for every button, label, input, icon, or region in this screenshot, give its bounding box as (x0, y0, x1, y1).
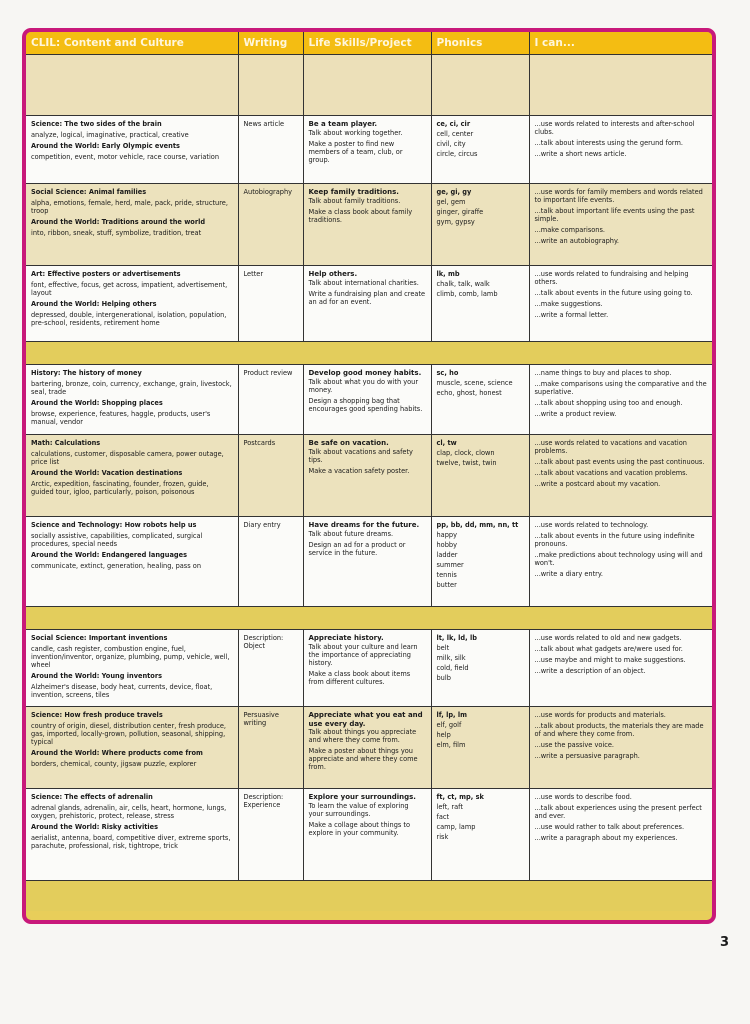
life-skill-title: Have dreams for the future. (308, 521, 420, 529)
page-number: 3 (720, 935, 730, 950)
phonics-example: left, raft (436, 803, 463, 812)
clil-topic: Science: The effects of adrenalin (31, 793, 153, 802)
life-skill-line: To learn the value of exploring your surroundings. (308, 801, 409, 818)
i-can-statement: ...use words related to interests and after-school clubs. (534, 120, 695, 137)
life-skill-line: Talk about international charities. (308, 278, 419, 287)
i-can-statement: ...write a formal letter. (534, 311, 609, 320)
clil-topic: Science and Technology: How robots help us (31, 521, 197, 529)
phonics-example: summer (436, 561, 464, 570)
life-skill-title: Develop good money habits. (308, 369, 422, 377)
i-can-cell (529, 435, 712, 517)
phonics-pattern: lf, lp, lm (436, 711, 467, 720)
phonics-pattern: ge, gi, gy (436, 188, 472, 196)
i-can-statement: ...talk about events in the future using indefinite pronouns. (534, 532, 695, 549)
around-world-vocabulary: browse, experience, features, haggle, products, user's manual, vendor (31, 410, 211, 427)
phonics-example: circle, circus (436, 150, 478, 159)
phonics-example: muscle, scene, science (436, 379, 513, 388)
phonics-example: cell, center (436, 130, 474, 139)
phonics-pattern: lk, mb (436, 270, 460, 278)
phonics-pattern: sc, ho (436, 369, 459, 377)
phonics-example: cold, field (436, 664, 469, 673)
clil-vocabulary: candle, cash register, combustion engine, fuel, invention/inventor, organize, plumbing, pump, vehicle, well, wheel (31, 645, 230, 670)
unit-title-row (26, 55, 712, 116)
phonics-example: butter (436, 581, 457, 590)
i-can-statement: ...write an autobiography. (534, 237, 620, 246)
life-skill-line: Make a poster about things you appreciate and where they come from. (308, 747, 418, 772)
i-can-statement: ..make predictions about technology using will and won't. (534, 551, 703, 568)
writing-cell: Description: Experience (238, 789, 303, 881)
life-skill-line: Talk about family traditions. (308, 196, 401, 205)
writing-cell: Letter (238, 266, 303, 342)
clil-topic: Math: Calculations (31, 439, 101, 447)
table-footer-band (26, 881, 712, 912)
i-can-statement: ...talk about what gadgets are/were used for. (534, 645, 683, 654)
writing-cell: News article (238, 116, 303, 184)
phonics-cell (431, 435, 529, 517)
i-can-statement: ...talk about past events using the past continuous. (534, 458, 705, 467)
around-world-vocabulary: into, ribbon, sneak, stuff, symbolize, tradition, treat (31, 229, 202, 238)
writing-cell: Postcards (238, 435, 303, 517)
lesson-row (26, 184, 712, 266)
phonics-example: tennis (436, 571, 457, 580)
i-can-statement: ...use words related to old and new gadgets. (534, 634, 682, 642)
phonics-example: ginger, giraffe (436, 208, 484, 217)
around-world-vocabulary: aerialist, antenna, board, competitive diver, extreme sports, parachute, professional, risk, tightrope, trick (31, 834, 231, 851)
life-skills-cell (303, 365, 431, 435)
section-divider (26, 342, 712, 365)
clil-vocabulary: bartering, bronze, coin, currency, exchange, grain, livestock, seal, trade (31, 380, 232, 397)
i-can-statement: ...use words to describe food. (534, 793, 632, 802)
i-can-statement: ...write a paragraph about my experiences. (534, 834, 678, 843)
phonics-cell (431, 630, 529, 707)
i-can-cell (529, 707, 712, 789)
life-skill-line: Talk about your culture and learn the importance of appreciating history. (308, 642, 418, 667)
phonics-pattern: lt, lk, ld, lb (436, 634, 477, 642)
i-can-statement: ...use words related to technology. (534, 521, 649, 529)
life-skill-title: Appreciate what you eat and use every day. (308, 711, 423, 728)
phonics-example: milk, silk (436, 654, 466, 663)
writing-cell: Product review (238, 365, 303, 435)
lesson-row (26, 789, 712, 881)
life-skill-title: Appreciate history. (308, 634, 384, 642)
phonics-example: belt (436, 644, 450, 653)
phonics-cell (431, 707, 529, 789)
clil-cell (26, 184, 238, 266)
i-can-statement: ...use words related to vacations and vacation problems. (534, 439, 687, 456)
around-world-topic: Around the World: Endangered languages (31, 551, 188, 560)
i-can-statement: ...talk about important life events using the past simple. (534, 207, 695, 224)
life-skill-line: Make a vacation safety poster. (308, 466, 410, 475)
life-skill-title: Explore your surroundings. (308, 793, 416, 802)
clil-cell (26, 707, 238, 789)
i-can-statement: ...talk about events in the future using going to. (534, 289, 693, 298)
phonics-example: camp, lamp (436, 823, 476, 832)
clil-topic: Social Science: Important inventions (31, 634, 168, 642)
i-can-statement: ...write a description of an object. (534, 667, 646, 676)
clil-cell (26, 116, 238, 184)
life-skill-title: Be safe on vacation. (308, 439, 389, 447)
i-can-statement: ...talk about products, the materials they are made of and where they come from. (534, 722, 704, 739)
i-can-statement: ...use the passive voice. (534, 741, 615, 750)
i-can-cell (529, 266, 712, 342)
life-skill-line: Talk about working together. (308, 128, 403, 137)
phonics-cell (431, 365, 529, 435)
phonics-example: civil, city (436, 140, 466, 149)
clil-topic: Social Science: Animal families (31, 188, 147, 196)
phonics-cell (431, 184, 529, 266)
writing-cell: Persuasive writing (238, 707, 303, 789)
i-can-statement: ...talk about interests using the gerund form. (534, 139, 683, 148)
around-world-topic: Around the World: Shopping places (31, 399, 163, 408)
i-can-statement: ...write a persuasive paragraph. (534, 752, 640, 761)
phonics-pattern: cl, tw (436, 439, 457, 447)
i-can-statement: ...use words related to fundraising and helping others. (534, 270, 689, 287)
phonics-example: elm, film (436, 741, 466, 750)
phonics-example: twelve, twist, twin (436, 459, 497, 468)
around-world-topic: Around the World: Risky activities (31, 823, 159, 832)
section-divider (26, 607, 712, 630)
phonics-pattern: ce, ci, cir (436, 120, 471, 128)
around-world-vocabulary: competition, event, motor vehicle, race course, variation (31, 153, 220, 162)
life-skill-line: Write a fundraising plan and create an ad for an event. (308, 289, 426, 306)
scope-and-sequence-table-frame (22, 28, 716, 924)
i-can-cell (529, 517, 712, 607)
around-world-vocabulary: Arctic, expedition, fascinating, founder, frozen, guide, guided tour, igloo, particularly, poison, poisonous (31, 480, 209, 497)
writing-cell: Description: Object (238, 630, 303, 707)
header-life-skills: Life Skills/Project (303, 32, 431, 55)
clil-topic: Science: How fresh produce travels (31, 711, 163, 720)
writing-cell: Autobiography (238, 184, 303, 266)
clil-cell (26, 630, 238, 707)
header-phonics: Phonics (431, 32, 529, 55)
life-skill-line: Make a class book about items from different cultures. (308, 669, 411, 686)
around-world-topic: Around the World: Early Olympic events (31, 142, 180, 151)
i-can-cell (529, 630, 712, 707)
clil-vocabulary: analyze, logical, imaginative, practical, creative (31, 131, 189, 140)
life-skills-cell (303, 266, 431, 342)
clil-cell (26, 789, 238, 881)
life-skill-line: Make a collage about things to explore in your community. (308, 820, 411, 837)
phonics-pattern: pp, bb, dd, mm, nn, tt (436, 521, 519, 529)
i-can-cell (529, 365, 712, 435)
life-skill-line: Talk about future dreams. (308, 529, 394, 538)
life-skill-line: Make a class book about family traditions. (308, 207, 413, 224)
clil-vocabulary: alpha, emotions, female, herd, male, pack, pride, structure, troop (31, 199, 228, 216)
i-can-statement: ...make comparisons. (534, 226, 606, 235)
phonics-example: gym, gypsy (436, 218, 475, 227)
phonics-example: help (436, 731, 451, 740)
phonics-example: ladder (436, 551, 458, 560)
divider-band (26, 607, 712, 630)
phonics-example: climb, comb, lamb (436, 290, 498, 299)
around-world-vocabulary: borders, chemical, county, jigsaw puzzle, explorer (31, 760, 197, 769)
lesson-row (26, 707, 712, 789)
phonics-cell (431, 116, 529, 184)
life-skills-cell (303, 116, 431, 184)
life-skill-line: Talk about vacations and safety tips. (308, 447, 413, 464)
lesson-row (26, 266, 712, 342)
phonics-example: risk (436, 833, 449, 842)
phonics-pattern: ft, ct, mp, sk (436, 793, 484, 802)
around-world-topic: Around the World: Traditions around the world (31, 218, 206, 227)
clil-vocabulary: socially assistive, capabilities, complicated, surgical procedures, special needs (31, 532, 203, 549)
clil-cell (26, 517, 238, 607)
header-i-can: I can... (529, 32, 712, 55)
i-can-statement: ...make suggestions. (534, 300, 603, 309)
phonics-example: hobby (436, 541, 457, 550)
life-skill-line: Talk about things you appreciate and where they come from. (308, 728, 417, 745)
life-skill-line: Design a shopping bag that encourages good spending habits. (308, 396, 423, 413)
lesson-row (26, 517, 712, 607)
divider-band (26, 342, 712, 365)
phonics-example: clap, clock, clown (436, 449, 495, 458)
i-can-statement: ...talk about vacations and vacation problems. (534, 469, 688, 478)
i-can-cell (529, 116, 712, 184)
scope-table (26, 32, 712, 911)
phonics-cell (431, 517, 529, 607)
life-skill-line: Talk about what you do with your money. (308, 377, 419, 394)
phonics-example: gel, gem (436, 198, 466, 207)
life-skills-cell (303, 517, 431, 607)
life-skill-line: Make a poster to find new members of a team, club, or group. (308, 139, 403, 164)
clil-vocabulary: country of origin, diesel, distribution center, fresh produce, gas, imported, locally-grown, pollution, seasonal, shipping, typical (31, 722, 226, 747)
i-can-statement: ...name things to buy and places to shop. (534, 369, 672, 377)
header-row (26, 32, 712, 55)
i-can-statement: ...write a diary entry. (534, 570, 603, 579)
i-can-statement: ...write a postcard about my vacation. (534, 480, 661, 489)
lesson-row (26, 435, 712, 517)
clil-vocabulary: font, effective, focus, get across, impatient, advertisement, layout (31, 281, 228, 298)
i-can-statement: ...use words for family members and words related to important life events. (534, 188, 703, 205)
i-can-statement: ...make comparisons using the comparative and the superlative. (534, 380, 707, 397)
phonics-example: happy (436, 531, 457, 540)
life-skills-cell (303, 630, 431, 707)
i-can-statement: ...use words for products and materials. (534, 711, 666, 720)
header-clil: CLIL: Content and Culture (26, 32, 238, 55)
lesson-row (26, 116, 712, 184)
clil-topic: Science: The two sides of the brain (31, 120, 162, 128)
around-world-vocabulary: communicate, extinct, generation, healing, pass on (31, 562, 201, 571)
i-can-statement: ...write a short news article. (534, 150, 627, 159)
header-writing: Writing (238, 32, 303, 55)
lesson-row (26, 365, 712, 435)
around-world-topic: Around the World: Where products come from (31, 749, 203, 758)
around-world-topic: Around the World: Young inventors (31, 672, 163, 681)
clil-cell (26, 266, 238, 342)
around-world-vocabulary: depressed, double, intergenerational, isolation, population, pre-school, residents, retirement home (31, 311, 227, 328)
phonics-example: echo, ghost, honest (436, 389, 502, 398)
clil-vocabulary: calculations, customer, disposable camera, power outage, price list (31, 450, 224, 467)
around-world-topic: Around the World: Vacation destinations (31, 469, 183, 478)
i-can-statement: ...talk about shopping using too and enough. (534, 399, 683, 408)
clil-cell (26, 365, 238, 435)
clil-topic: Art: Effective posters or advertisements (31, 270, 181, 278)
around-world-topic: Around the World: Helping others (31, 300, 157, 309)
life-skills-cell (303, 184, 431, 266)
life-skills-cell (303, 435, 431, 517)
i-can-statement: ...use maybe and might to make suggestions. (534, 656, 686, 665)
life-skill-line: Design an ad for a product or service in the future. (308, 540, 406, 557)
writing-cell: Diary entry (238, 517, 303, 607)
i-can-cell (529, 184, 712, 266)
i-can-statement: ...use would rather to talk about preferences. (534, 823, 685, 832)
life-skill-title: Help others. (308, 270, 358, 278)
i-can-cell (529, 789, 712, 881)
lesson-row (26, 630, 712, 707)
phonics-example: bulb (436, 674, 451, 683)
phonics-cell (431, 789, 529, 881)
life-skill-title: Be a team player. (308, 120, 378, 128)
clil-cell (26, 435, 238, 517)
around-world-vocabulary: Alzheimer's disease, body heat, currents, device, float, invention, screens, tiles (31, 683, 213, 700)
i-can-statement: ...talk about experiences using the present perfect and ever. (534, 804, 702, 821)
life-skill-title: Keep family traditions. (308, 188, 399, 196)
phonics-example: fact (436, 813, 450, 822)
phonics-cell (431, 266, 529, 342)
phonics-example: elf, golf (436, 721, 462, 730)
life-skills-cell (303, 789, 431, 881)
clil-topic: History: The history of money (31, 369, 142, 377)
i-can-statement: ...write a product review. (534, 410, 617, 419)
life-skills-cell (303, 707, 431, 789)
phonics-example: chalk, talk, walk (436, 280, 490, 289)
clil-vocabulary: adrenal glands, adrenalin, air, cells, heart, hormone, lungs, oxygen, prehistoric, protect, release, stress (31, 804, 227, 821)
